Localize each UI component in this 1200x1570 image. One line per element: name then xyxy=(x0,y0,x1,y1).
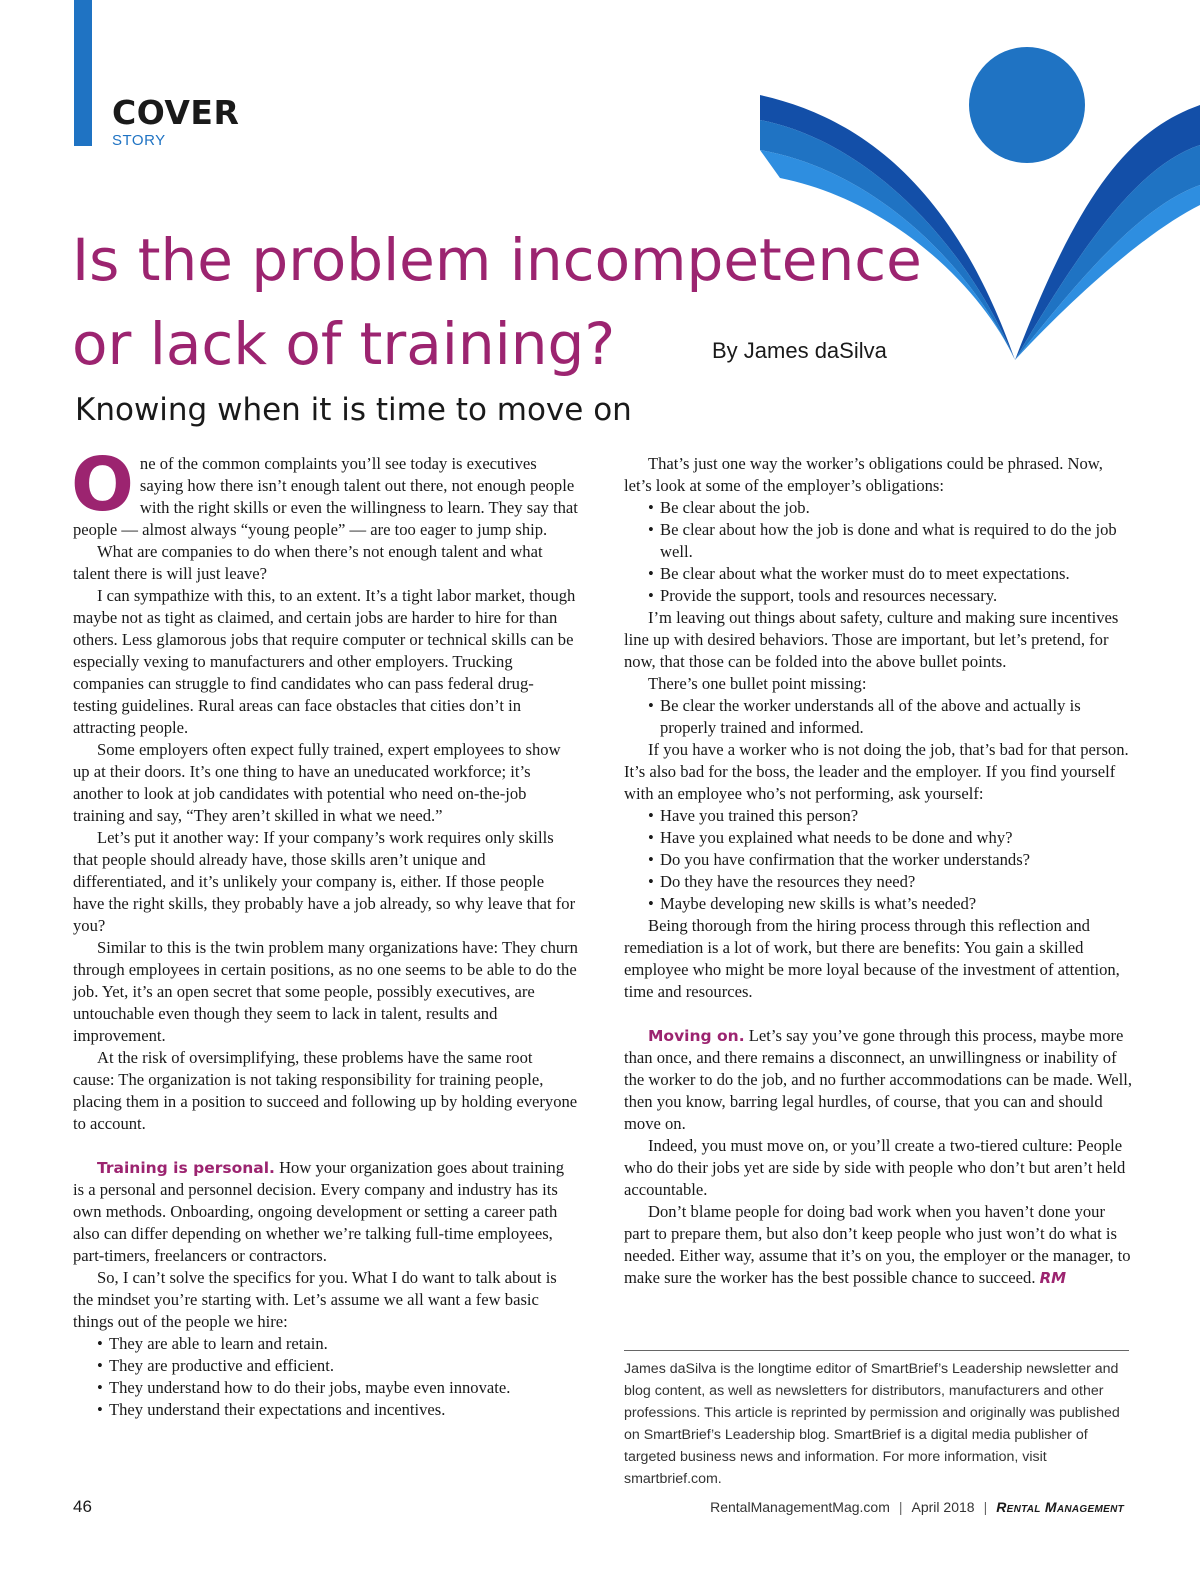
list-item: • Have you explained what needs to be done and why? xyxy=(624,827,1134,849)
list-item: • Do you have confirmation that the worker understands? xyxy=(624,849,1134,871)
paragraph xyxy=(624,1201,1134,1289)
list-item: • They understand their expectations and incentives. xyxy=(73,1399,578,1421)
list-item: • Have you trained this person? xyxy=(624,805,1134,827)
paragraph: What are companies to do when there’s not enough talent and what talent there is will just leave? xyxy=(73,542,543,583)
article-headline: Is the problem incompetence or lack of training? xyxy=(72,226,922,378)
footer-separator: | xyxy=(898,1499,903,1515)
footer-separator: | xyxy=(983,1499,988,1515)
list-item: • Maybe developing new skills is what’s needed? xyxy=(624,893,1134,915)
paragraph: Let’s put it another way: If your company’s work requires only skills that people should already have, those skills aren’t unique and differentiated, and it’s unlikely your company is, either. If those people have the right skills, they probably have a job already, so why leave that for you? xyxy=(73,828,576,935)
article-subhead: Knowing when it is time to move on xyxy=(75,392,632,428)
paragraph: I can sympathize with this, to an extent. It’s a tight labor market, though maybe not as tight as claimed, and certain jobs are harder to hire for than others. Less glamorous jobs that require computer or technical skills can be especially vexing to manufacturers and other employers. Trucking companies can struggle to find candidates who can pass federal drug-testing guidelines. Rural areas can face obstacles that cities don’t in attracting people. xyxy=(73,586,576,737)
section-subtitle: STORY xyxy=(112,132,166,149)
paragraph xyxy=(624,1025,1134,1135)
paragraph: Indeed, you must move on, or you’ll create a two-tiered culture: People who do their jobs yet are side by side with people who don’t but aren’t held accountable. xyxy=(624,1136,1126,1199)
page-number: 46 xyxy=(73,1497,92,1516)
list-item: • Be clear about what the worker must do to meet expectations. xyxy=(624,563,1134,585)
paragraph: Similar to this is the twin problem many organizations have: They churn through employees in certain positions, as no one seems to be able to do the job. Yet, it’s an open secret that some people, possibly executives, are untouchable even though they seem to lack in talent, results and improvement. xyxy=(73,938,578,1045)
paragraph: I’m leaving out things about safety, culture and making sure incentives line up with desired behaviors. Those are important, but let’s pretend, for now, that those can be folded into the above bullet points. xyxy=(624,608,1119,671)
article-byline: By James daSilva xyxy=(712,338,887,363)
bullet-list xyxy=(624,805,1134,915)
drop-cap: O xyxy=(71,442,134,528)
paragraph-text: How your organization goes about training is a personal and personnel decision. Every company and industry has its own methods. Onboarding, ongoing development or setting a career path also can differ depending on whether we’re talking full-time employees, part-timers, freelancers or contractors. xyxy=(73,1158,565,1265)
right-column xyxy=(624,453,1134,1289)
paragraph xyxy=(71,442,578,541)
list-item: • They are able to learn and retain. xyxy=(73,1333,578,1355)
list-item: • Be clear about how the job is done and what is required to do the job well. xyxy=(624,519,1134,563)
paragraph-text: Let’s say you’ve gone through this process, maybe more than once, and there remains a disconnect, an unwillingness or inability of the worker to do the job, and no further accommodations can be made. Well, then you know, barring legal hurdles, of course, that you can and should move on. xyxy=(624,1026,1132,1133)
list-item: • They are productive and efficient. xyxy=(73,1355,578,1377)
left-column xyxy=(71,442,578,1421)
subsection-heading: Training is personal. xyxy=(97,1159,275,1177)
footer-magazine: Rental Management xyxy=(996,1499,1124,1515)
footer-issue: April 2018 xyxy=(911,1499,975,1515)
list-item: • Be clear the worker understands all of the above and actually is properly trained and informed. xyxy=(624,695,1134,739)
footer-website: RentalManagementMag.com xyxy=(710,1499,890,1515)
list-item: • They understand how to do their jobs, maybe even innovate. xyxy=(73,1377,578,1399)
section-title: COVER xyxy=(112,93,240,132)
paragraph-text: Don’t blame people for doing bad work when you haven’t done your part to prepare them, but also don’t keep people who just won’t do what is needed. Either way, assume that it’s on you, the employer or the manager, to make sure the worker has the best possible chance to succeed. xyxy=(624,1202,1131,1287)
list-item: • Provide the support, tools and resources necessary. xyxy=(624,585,1134,607)
list-item: • Be clear about the job. xyxy=(624,497,1134,519)
bio-divider xyxy=(624,1350,1129,1351)
list-item: • Do they have the resources they need? xyxy=(624,871,1134,893)
end-mark: RM xyxy=(1039,1269,1067,1287)
paragraph-text: ne of the common complaints you’ll see today is executives saying how there isn’t enough talent out there, not enough people with the right skills or even the willingness to learn. They say that people — almost always “young people” — are too eager to jump ship. xyxy=(73,454,578,539)
paragraph: If you have a worker who is not doing the job, that’s bad for that person. It’s also bad for the boss, the leader and the employer. If you find yourself with an employee who’s not performing, ask yourself: xyxy=(624,740,1129,803)
author-bio: James daSilva is the longtime editor of SmartBrief’s Leadership newsletter and blog content, as well as newsletters for distributors, manufacturers and other professions. This article is reprinted by permission and originally was published on SmartBrief’s Leadership blog. SmartBrief is a digital media publisher of targeted business news and information. For more information, visit smartbrief.com. xyxy=(624,1361,1120,1487)
bullet-list xyxy=(73,1333,578,1421)
page-footer xyxy=(710,1499,1124,1515)
bullet-list xyxy=(624,497,1134,607)
paragraph: Being thorough from the hiring process through this reflection and remediation is a lot of work, but there are benefits: You gain a skilled employee who might be more loyal because of the investment of attention, time and resources. xyxy=(624,916,1120,1001)
paragraph: That’s just one way the worker’s obligations could be phrased. Now, let’s look at some of the employer’s obligations: xyxy=(624,454,1103,495)
subsection-heading: Moving on. xyxy=(648,1027,745,1045)
paragraph: So, I can’t solve the specifics for you. What I do want to talk about is the mindset you’re starting with. Let’s assume we all want a few basic things out of the people we hire: xyxy=(73,1268,557,1331)
section-color-bar xyxy=(74,0,92,146)
paragraph: Some employers often expect fully trained, expert employees to show up at their doors. It’s one thing to have an uneducated workforce; it’s another to look at job candidates with potential who need on-the-job training and say, “They aren’t skilled in what we need.” xyxy=(73,740,561,825)
paragraph xyxy=(73,1157,578,1267)
paragraph: At the risk of oversimplifying, these problems have the same root cause: The organization is not taking responsibility for training people, placing them in a position to succeed and following up by holding everyone to account. xyxy=(73,1048,578,1133)
paragraph: There’s one bullet point missing: xyxy=(648,674,867,693)
bullet-list xyxy=(624,695,1134,739)
